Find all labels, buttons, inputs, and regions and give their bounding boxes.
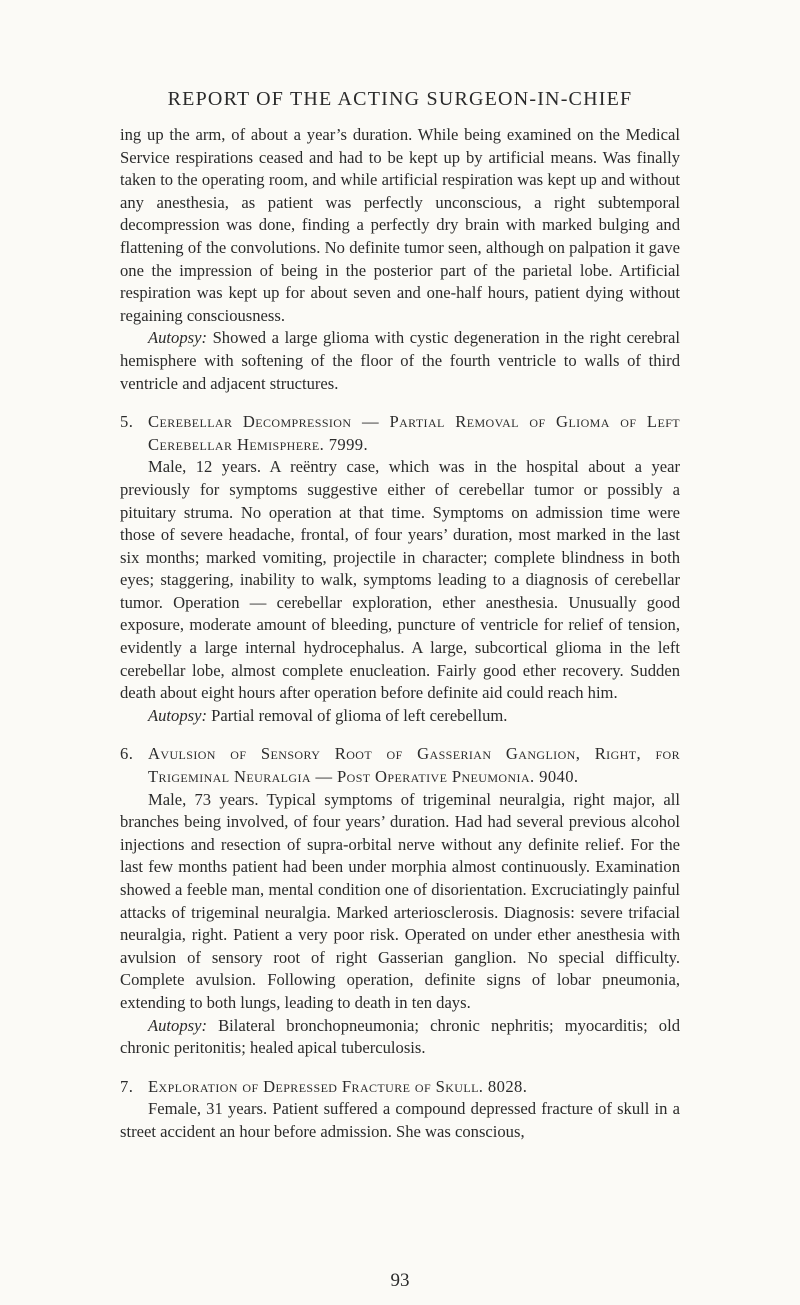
case-number: 5. — [120, 412, 134, 432]
case-number: 7. — [120, 1076, 134, 1096]
case-title: Exploration of Depressed Fracture of Skull. — [148, 1076, 484, 1096]
case-id: 7999. — [328, 434, 369, 454]
autopsy-label: Autopsy: — [148, 705, 207, 725]
case-heading — [120, 743, 680, 788]
body-text — [120, 124, 680, 1144]
autopsy-text: Showed a large glioma with cystic degeneration in the right cerebral hemisphere with softening of the floor of the fourth ventricle to walls of third ventricle and adjacent structures. — [120, 328, 680, 393]
autopsy-label: Autopsy: — [148, 1015, 207, 1035]
case-title: Cerebellar Decompression — Partial Removal of Glioma of Left Cerebellar Hemisphere. — [148, 412, 680, 454]
running-title: REPORT OF THE ACTING SURGEON-IN-CHIEF — [167, 88, 633, 110]
continuation-paragraph: ing up the arm, of about a year’s duration. While being examined on the Medical Service respirations ceased and had to be kept up by artificial means. Was finally taken to the operating room, and while artificial respiration was kept up and without any anesthesia, as patient was perfectly unconscious, a right subtemporal decompression was done, finding a perfectly dry brain with marked bulging and flattening of the convolutions. No definite tumor seen, although on palpation it gave one the impression of being in the posterior part of the parietal lobe. Artificial respiration was kept up for about seven and one-half hours, patient dying without regaining consciousness. — [120, 125, 680, 325]
autopsy-paragraph — [120, 1015, 680, 1060]
case-entry — [120, 411, 680, 727]
case-paragraph: Female, 31 years. Patient suffered a compound depressed fracture of skull in a street accident an hour before admission. She was conscious, — [120, 1099, 680, 1141]
autopsy-label: Autopsy: — [148, 328, 207, 348]
autopsy-paragraph — [120, 327, 680, 395]
case-heading — [120, 411, 680, 456]
case-number: 6. — [120, 744, 134, 764]
case-paragraph: Male, 12 years. A reëntry case, which was in the hospital about a year previously for symptoms suggestive either of cerebellar tumor or possibly a pituitary struma. No operation at that time. Symptoms on admission time were those of severe headache, frontal, of four years’ duration, most marked in the last six months; marked vomiting, projectile in character; complete blindness in both eyes; staggering, inability to walk, symptoms leading to a diagnosis of cerebellar tumor. Operation — cerebellar exploration, ether anesthesia. Unusually good exposure, moderate amount of bleeding, puncture of ventricle for relief of tension, evidently a large internal hydrocephalus. A large, subcortical glioma in the left cerebellar lobe, almost complete enucleation. Fairly good ether recovery. Sudden death about eight hours after operation before definite aid could reach him. — [120, 457, 680, 703]
autopsy-text: Bilateral bronchopneumonia; chronic nephritis; myocarditis; old chronic peritonitis; healed apical tuberculosis. — [120, 1015, 680, 1058]
case-paragraph: Male, 73 years. Typical symptoms of trigeminal neuralgia, right major, all branches being involved, of four years’ duration. Had had several previous alcohol injections and resection of supra-orbital nerve without any definite relief. For the last few months patient had been under morphia almost continuously. Examination showed a feeble man, mental condition one of disorientation. Excruciatingly painful attacks of trigeminal neuralgia. Marked arteriosclerosis. Diagnosis: severe trifacial neuralgia, right. Patient a very poor risk. Operated on under ether anesthesia with avulsion of sensory root of right Gasserian ganglion. No special difficulty. Complete avulsion. Following operation, definite signs of lobar pneumonia, extending to both lungs, leading to death in ten days. — [120, 789, 680, 1012]
case-entry — [120, 743, 680, 1059]
case-entry — [120, 1076, 680, 1144]
page-number: 93 — [390, 1270, 410, 1291]
case-heading — [120, 1076, 680, 1099]
case-title: Avulsion of Sensory Root of Gasserian Ganglion, Right, for Trigeminal Neuralgia — Post Operative Pneumonia. — [148, 744, 680, 787]
autopsy-text: Partial removal of glioma of left cerebellum. — [207, 705, 508, 725]
case-id: 9040. — [539, 767, 579, 787]
case-id: 8028. — [487, 1076, 528, 1096]
autopsy-paragraph — [120, 705, 680, 728]
